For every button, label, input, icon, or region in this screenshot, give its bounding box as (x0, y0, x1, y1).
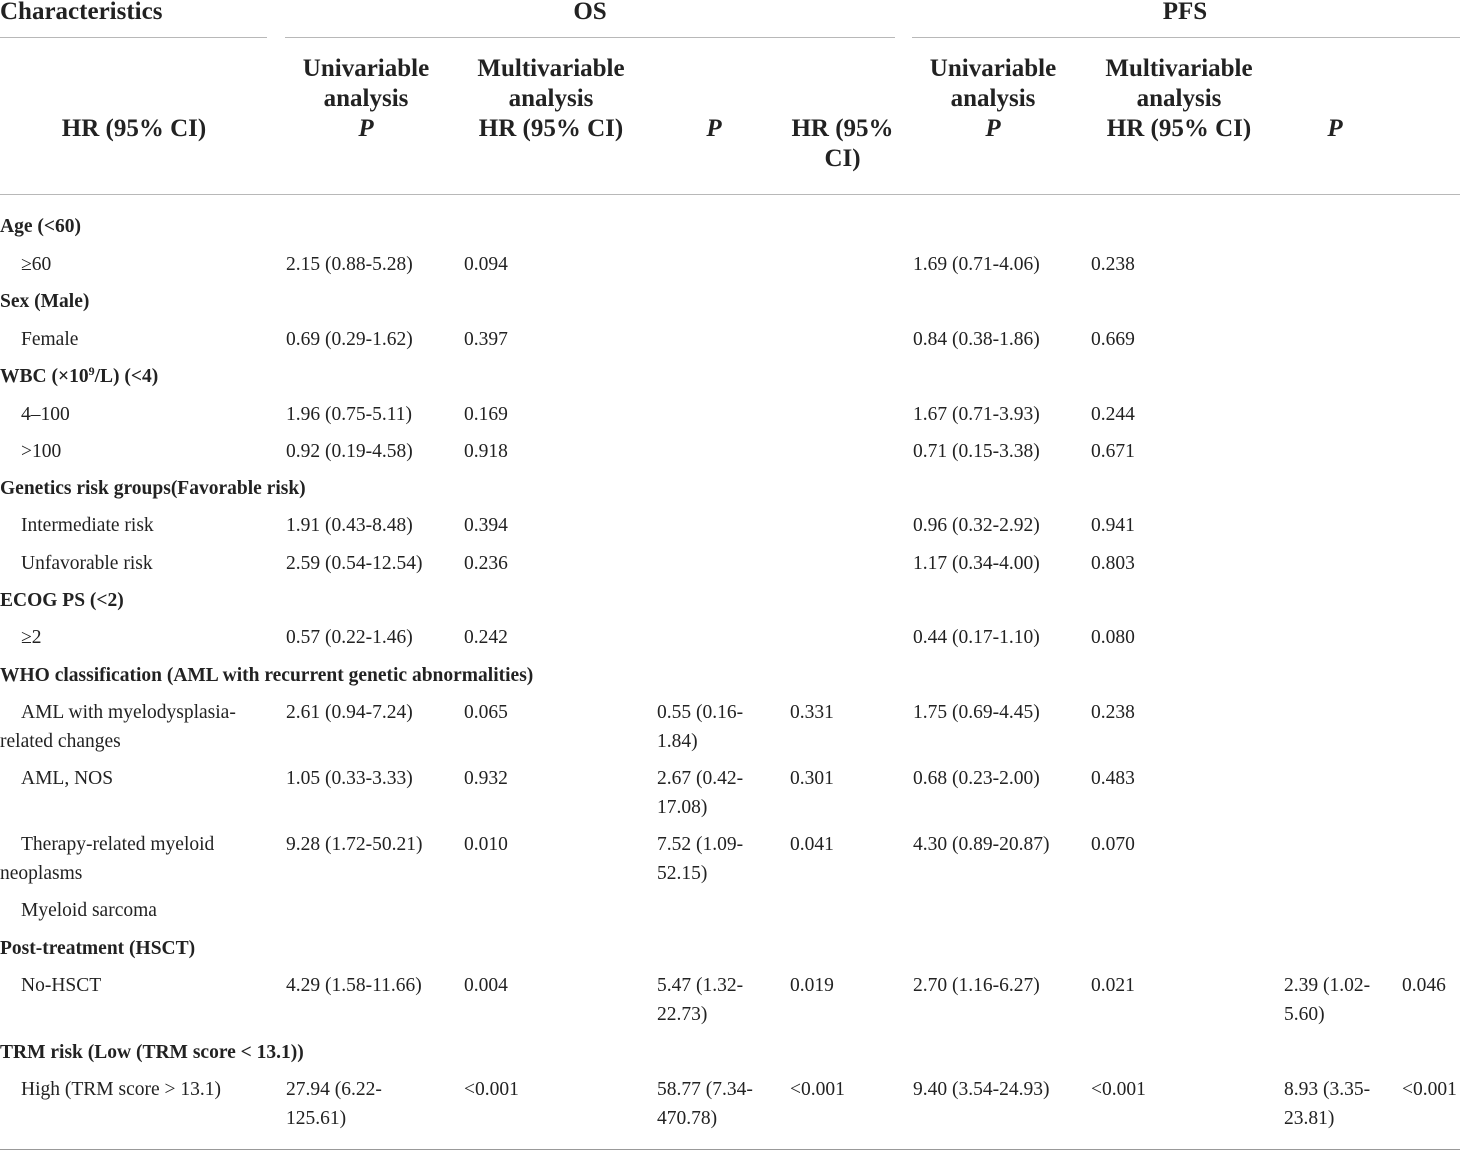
cell-no-hsct-os-multi-hr-line2: 22.73) (657, 1004, 708, 1025)
row-genetics-intermediate: Intermediate risk (21, 515, 154, 536)
cell-trm-high-pfs-multi-hr (1284, 1075, 1370, 1133)
cell-who-tr-pfs-univ-hr: 4.30 (0.89-20.87) (913, 834, 1050, 855)
cell-no-hsct-pfs-multi-hr (1284, 971, 1370, 1029)
cell-wbc-4-100-pfs-univ-hr: 1.67 (0.71-3.93) (913, 404, 1040, 425)
cell-no-hsct-os-univ-p: 0.004 (464, 975, 508, 996)
cell-wbc-4-100-os-univ-hr: 1.96 (0.75-5.11) (286, 404, 413, 425)
header-rule-characteristics (0, 37, 267, 38)
subheader-os-hr-line2: CI) (824, 145, 861, 172)
header-rule-pfs (912, 37, 1460, 38)
subheader-pfs-p: P (1327, 115, 1343, 142)
row-who: WHO classification (AML with recurrent genetic abnormalities) (0, 665, 534, 686)
header-rule-os (285, 37, 895, 38)
cell-ecog-ge2-pfs-univ-p: 0.080 (1091, 627, 1135, 648)
row-sex: Sex (Male) (0, 291, 90, 312)
cell-wbc-gt100-os-univ-hr: 0.92 (0.19-4.58) (286, 441, 413, 462)
cell-intermediate-pfs-univ-hr: 0.96 (0.32-2.92) (913, 515, 1040, 536)
row-who-mrc (0, 698, 236, 756)
cell-age-ge60-pfs-univ-hr: 1.69 (0.71-4.06) (913, 254, 1040, 275)
subheader-os-multivariable-line2: analysis (508, 85, 594, 112)
subheader-os-hr (780, 114, 905, 174)
cell-female-pfs-univ-hr: 0.84 (0.38-1.86) (913, 329, 1040, 350)
cell-trm-high-pfs-multi-p: <0.001 (1402, 1079, 1457, 1100)
cell-who-mrc-os-multi-hr-line2: 1.84) (657, 731, 698, 752)
cell-who-mrc-os-univ-hr: 2.61 (0.94-7.24) (286, 702, 413, 723)
cell-who-nos-os-univ-p: 0.932 (464, 768, 508, 789)
row-wbc-suffix: /L) (<4) (94, 366, 159, 387)
cell-who-tr-os-multi-p: 0.041 (790, 834, 834, 855)
row-wbc (0, 362, 158, 391)
header-os: OS (573, 0, 607, 25)
row-ecog: ECOG PS (<2) (0, 590, 124, 611)
cell-no-hsct-pfs-univ-p: 0.021 (1091, 975, 1135, 996)
cell-no-hsct-os-multi-p: 0.019 (790, 975, 834, 996)
cell-female-os-univ-hr: 0.69 (0.29-1.62) (286, 329, 413, 350)
cell-no-hsct-os-multi-hr (657, 971, 743, 1029)
cell-age-ge60-os-univ-p: 0.094 (464, 254, 508, 275)
subheader-pfs-multivariable-line1: Multivariable (1105, 55, 1253, 82)
cell-who-nos-os-multi-hr (657, 764, 743, 822)
cell-wbc-gt100-pfs-univ-hr: 0.71 (0.15-3.38) (913, 441, 1040, 462)
cell-trm-high-os-univ-p: <0.001 (464, 1079, 519, 1100)
cell-who-mrc-os-univ-p: 0.065 (464, 702, 508, 723)
cell-age-ge60-pfs-univ-p: 0.238 (1091, 254, 1135, 275)
row-wbc-4-100: 4–100 (21, 404, 70, 425)
row-who-nos: AML, NOS (21, 768, 114, 789)
cell-ecog-ge2-os-univ-p: 0.242 (464, 627, 508, 648)
cell-intermediate-os-univ-hr: 1.91 (0.43-8.48) (286, 515, 413, 536)
row-age: Age (<60) (0, 216, 81, 237)
cell-no-hsct-os-multi-hr-line1: 5.47 (1.32- (657, 975, 744, 996)
cell-unfavorable-os-univ-p: 0.236 (464, 553, 508, 574)
cell-who-nos-os-multi-hr-line1: 2.67 (0.42- (657, 768, 744, 789)
row-who-therapy-related-line2: neoplasms (0, 863, 83, 884)
cell-who-tr-pfs-univ-p: 0.070 (1091, 834, 1135, 855)
header-characteristics: Characteristics (0, 0, 163, 25)
cell-who-nos-os-multi-hr-line2: 17.08) (657, 797, 708, 818)
row-trm-high: High (TRM score > 13.1) (21, 1079, 222, 1100)
row-post-treatment: Post-treatment (HSCT) (0, 938, 196, 959)
cell-who-mrc-os-multi-hr-line1: 0.55 (0.16- (657, 702, 744, 723)
row-wbc-superscript: 9 (88, 364, 95, 378)
cell-unfavorable-pfs-univ-p: 0.803 (1091, 553, 1135, 574)
cell-trm-high-os-univ-hr (286, 1075, 382, 1133)
row-who-therapy-related-line1: Therapy-related myeloid (21, 834, 215, 855)
row-who-mrc-line2: related changes (0, 731, 121, 752)
header-bottom-rule (0, 194, 1460, 195)
cell-no-hsct-os-univ-hr: 4.29 (1.58-11.66) (286, 975, 422, 996)
cell-no-hsct-pfs-multi-hr-line1: 2.39 (1.02- (1284, 975, 1371, 996)
subheader-os-multivariable (461, 54, 641, 144)
cell-trm-high-os-multi-hr-line2: 470.78) (657, 1108, 718, 1129)
cell-who-nos-os-univ-hr: 1.05 (0.33-3.33) (286, 768, 413, 789)
row-who-therapy-related (0, 830, 214, 888)
cell-trm-high-os-univ-hr-line2: 125.61) (286, 1108, 347, 1129)
subheader-pfs-multivariable-line2: analysis (1136, 85, 1222, 112)
subheader-pfs-multivariable (1089, 54, 1269, 144)
subheader-os-univariable-p: P (358, 115, 374, 142)
cell-trm-high-pfs-multi-hr-line2: 23.81) (1284, 1108, 1335, 1129)
cell-trm-high-os-multi-p: <0.001 (790, 1079, 845, 1100)
cell-trm-high-os-univ-hr-line1: 27.94 (6.22- (286, 1079, 382, 1100)
cell-who-tr-os-multi-hr (657, 830, 743, 888)
row-wbc-prefix: WBC (×10 (0, 366, 89, 387)
subheader-pfs-univariable-p: P (985, 115, 1001, 142)
cell-wbc-gt100-os-univ-p: 0.918 (464, 441, 508, 462)
cell-no-hsct-pfs-multi-hr-line2: 5.60) (1284, 1004, 1325, 1025)
row-sex-female: Female (21, 329, 79, 350)
row-post-no-hsct: No-HSCT (21, 975, 102, 996)
cell-intermediate-pfs-univ-p: 0.941 (1091, 515, 1135, 536)
cell-who-nos-pfs-univ-p: 0.483 (1091, 768, 1135, 789)
row-age-ge60: ≥60 (21, 254, 52, 275)
cell-who-mrc-os-multi-p: 0.331 (790, 702, 834, 723)
cell-wbc-gt100-pfs-univ-p: 0.671 (1091, 441, 1135, 462)
cell-who-tr-os-univ-hr: 9.28 (1.72-50.21) (286, 834, 423, 855)
subheader-pfs-univariable-line2: analysis (950, 85, 1036, 112)
cell-age-ge60-os-univ-hr: 2.15 (0.88-5.28) (286, 254, 413, 275)
cell-trm-high-pfs-multi-hr-line1: 8.93 (3.35- (1284, 1079, 1371, 1100)
cell-wbc-4-100-pfs-univ-p: 0.244 (1091, 404, 1135, 425)
cell-female-os-univ-p: 0.397 (464, 329, 508, 350)
cell-who-mrc-os-multi-hr (657, 698, 743, 756)
row-trm-risk: TRM risk (Low (TRM score < 13.1)) (0, 1042, 304, 1063)
cell-wbc-4-100-os-univ-p: 0.169 (464, 404, 508, 425)
row-genetics: Genetics risk groups(Favorable risk) (0, 478, 306, 499)
cell-who-tr-os-multi-hr-line2: 52.15) (657, 863, 708, 884)
subheader-os-univariable-line1: Univariable (302, 55, 430, 82)
cell-female-pfs-univ-p: 0.669 (1091, 329, 1135, 350)
cell-who-tr-os-univ-p: 0.010 (464, 834, 508, 855)
table-bottom-rule (0, 1149, 1460, 1150)
cell-trm-high-os-multi-hr-line1: 58.77 (7.34- (657, 1079, 753, 1100)
cell-unfavorable-pfs-univ-hr: 1.17 (0.34-4.00) (913, 553, 1040, 574)
row-genetics-unfavorable: Unfavorable risk (21, 553, 153, 574)
subheader-pfs-multivariable-hr: HR (95% CI) (1106, 115, 1252, 142)
cell-who-mrc-pfs-univ-p: 0.238 (1091, 702, 1135, 723)
subheader-os-univariable-line2: analysis (323, 85, 409, 112)
subheader-os-p: P (706, 115, 722, 142)
cell-unfavorable-os-univ-hr: 2.59 (0.54-12.54) (286, 553, 423, 574)
row-ecog-ge2: ≥2 (21, 627, 42, 648)
cell-no-hsct-pfs-univ-hr: 2.70 (1.16-6.27) (913, 975, 1040, 996)
cell-trm-high-pfs-univ-p: <0.001 (1091, 1079, 1146, 1100)
subheader-os-hr-line1: HR (95% (791, 115, 894, 142)
subheader-os-multivariable-hr: HR (95% CI) (478, 115, 624, 142)
cell-who-nos-pfs-univ-hr: 0.68 (0.23-2.00) (913, 768, 1040, 789)
cell-who-mrc-pfs-univ-hr: 1.75 (0.69-4.45) (913, 702, 1040, 723)
cell-no-hsct-pfs-multi-p: 0.046 (1402, 975, 1446, 996)
row-wbc-gt100: >100 (21, 441, 62, 462)
subheader-pfs-univariable (913, 54, 1073, 144)
cell-ecog-ge2-pfs-univ-hr: 0.44 (0.17-1.10) (913, 627, 1040, 648)
subheader-os-multivariable-line1: Multivariable (477, 55, 625, 82)
cell-who-tr-os-multi-hr-line1: 7.52 (1.09- (657, 834, 744, 855)
cell-intermediate-os-univ-p: 0.394 (464, 515, 508, 536)
subheader-pfs-univariable-line1: Univariable (929, 55, 1057, 82)
row-who-mrc-line1: AML with myelodysplasia- (21, 702, 236, 723)
cell-who-nos-os-multi-p: 0.301 (790, 768, 834, 789)
subheader-os-univariable (286, 54, 446, 144)
cell-trm-high-os-multi-hr (657, 1075, 753, 1133)
subheader-hr-ci: HR (95% CI) (61, 115, 207, 142)
cell-ecog-ge2-os-univ-hr: 0.57 (0.22-1.46) (286, 627, 413, 648)
header-pfs: PFS (1162, 0, 1208, 25)
row-who-myeloid-sarcoma: Myeloid sarcoma (21, 900, 157, 921)
cell-trm-high-pfs-univ-hr: 9.40 (3.54-24.93) (913, 1079, 1050, 1100)
